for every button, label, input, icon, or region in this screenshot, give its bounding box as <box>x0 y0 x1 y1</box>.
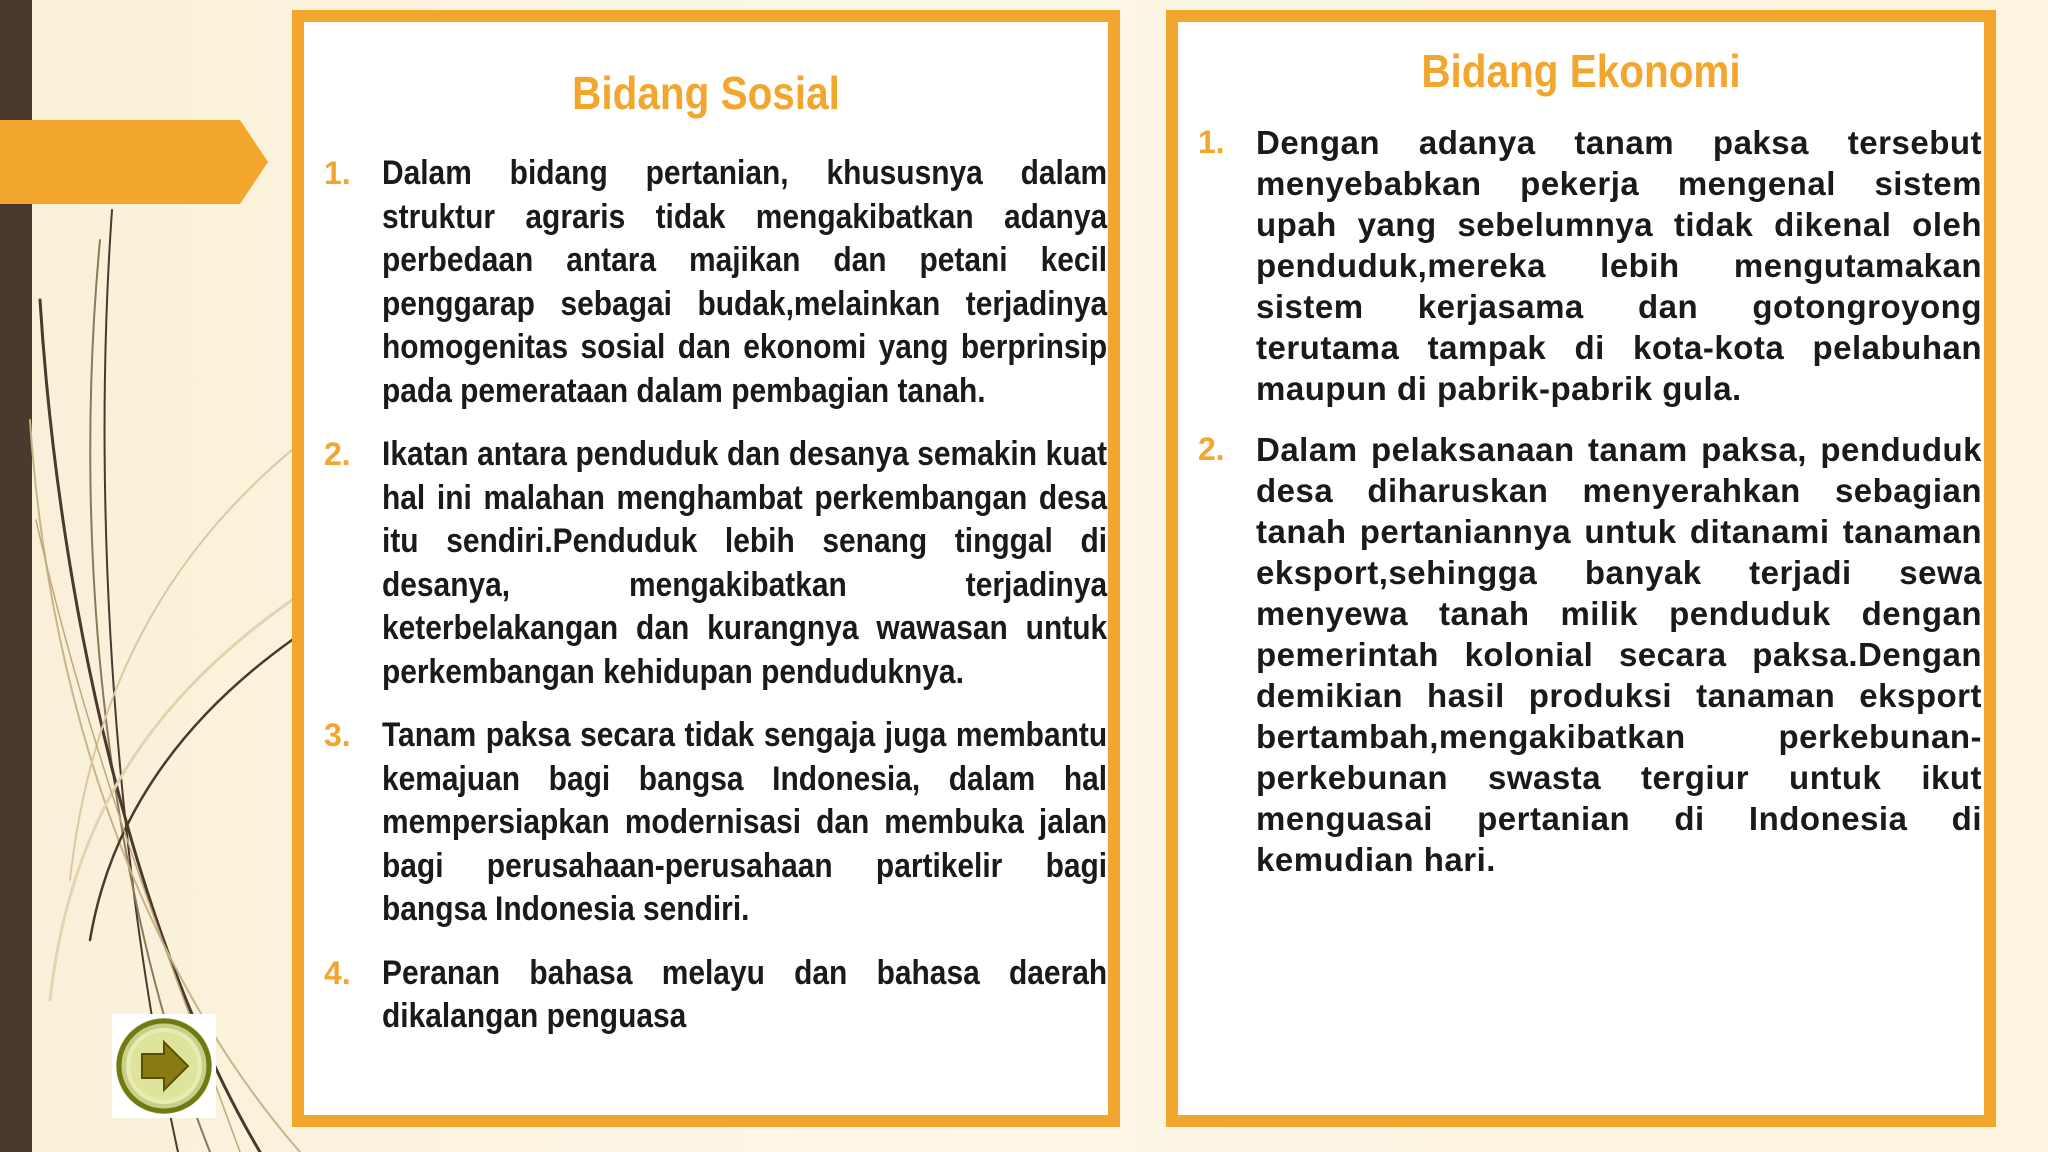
item-text: Dengan adanya tanam paksa tersebut menyebabkan pekerja mengenal sistem upah yang sebelumnya tidak dikenal oleh penduduk,mereka lebih mengutamakan sistem kerjasama dan gotongroyong terutama tampak di kota-kota pelabuhan maupun di pabrik-pabrik gula. <box>1256 124 1982 407</box>
item-text: Tanam paksa secara tidak sengaja juga membantu kemajuan bagi bangsa Indonesia, dalam hal mempersiapkan modernisasi dan membuka jalan bagi perusahaan-perusahaan partikelir bagi bangsa Indonesia sendiri. <box>382 716 1108 928</box>
list-item <box>324 433 1108 694</box>
item-text: Peranan bahasa melayu dan bahasa daerah dikalangan penguasa <box>382 953 1108 1035</box>
item-text: Dalam bidang pertanian, khususnya dalam struktur agraris tidak mengakibatkan adanya perbedaan antara majikan dan petani kecil penggarap sebagai budak,melainkan terjadinya homogenitas sosial dan ekonomi yang berprinsip pada pemerataan dalam pembagian tanah. <box>382 154 1108 410</box>
item-number: 4. <box>324 954 351 991</box>
panel-bidang-ekonomi <box>1166 10 1996 1127</box>
item-text: Ikatan antara penduduk dan desanya semakin kuat hal ini malahan menghambat perkembangan desa itu sendiri.Penduduk lebih senang tinggal di desanya, mengakibatkan terjadinya keterbelakangan dan kurangnya wawasan untuk perkembangan kehidupan penduduknya. <box>382 435 1108 691</box>
panel-bidang-sosial <box>292 10 1120 1127</box>
list-ekonomi <box>1198 122 1982 900</box>
list-item <box>1198 429 1982 880</box>
item-number: 3. <box>324 717 351 753</box>
list-item <box>324 152 1108 413</box>
item-number: 2. <box>1198 431 1225 467</box>
decorative-swooshes <box>0 0 330 1152</box>
item-number: 1. <box>1198 124 1225 160</box>
panel-title-sosial: Bidang Sosial <box>572 67 840 119</box>
next-slide-button[interactable] <box>112 1014 216 1118</box>
item-text: Dalam pelaksanaan tanam paksa, penduduk desa diharuskan menyerahkan sebagian tanah pertaniannya untuk ditanami tanaman eksport,sehingga banyak terjadi sewa menyewa tanah milik penduduk dengan pemerintah kolonial secara paksa.Dengan demikian hasil produksi tanaman eksport bertambah,mengakibatkan perkebunan-perkebunan swasta tergiur untuk ikut menguasai pertanian di Indonesia di kemudian hari. <box>1256 431 1982 878</box>
panel-title-ekonomi: Bidang Ekonomi <box>1421 45 1741 97</box>
item-number: 1. <box>324 155 351 191</box>
list-sosial <box>324 152 1108 1059</box>
list-item <box>324 714 1108 932</box>
item-number: 2. <box>324 436 351 472</box>
list-item <box>1198 122 1982 409</box>
list-item <box>324 952 1108 1039</box>
arrow-right-icon <box>112 1014 216 1118</box>
orange-arrow-tab <box>0 120 268 204</box>
